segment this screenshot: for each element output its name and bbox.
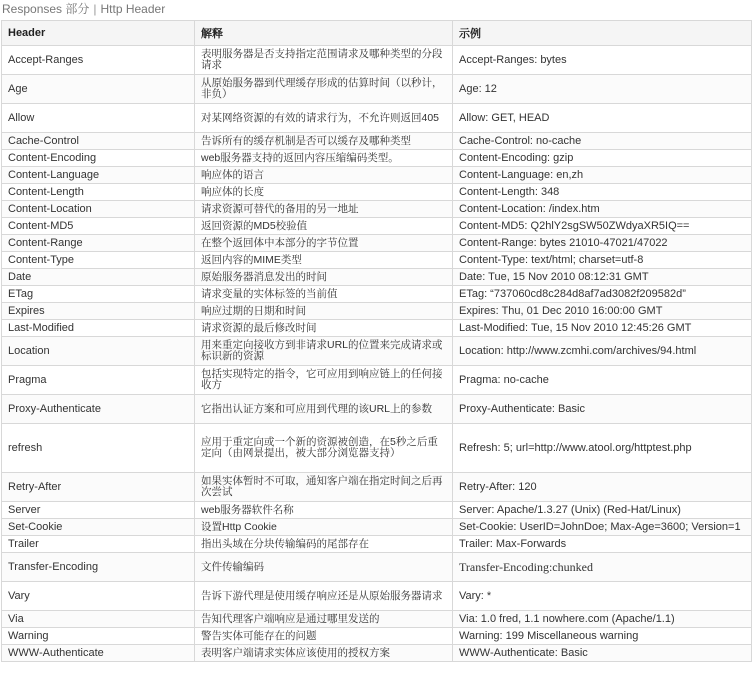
header-name-cell: WWW-Authenticate: [2, 645, 195, 662]
example-cell: Expires: Thu, 01 Dec 2010 16:00:00 GMT: [453, 303, 752, 320]
explanation-cell: 应用于重定向或一个新的资源被创造，在5秒之后重定向（由网景提出，被大部分浏览器支持）: [195, 424, 453, 473]
example-cell: Accept-Ranges: bytes: [453, 46, 752, 75]
header-name-cell: Expires: [2, 303, 195, 320]
explanation-cell: 警告实体可能存在的问题: [195, 628, 453, 645]
example-cell: Warning: 199 Miscellaneous warning: [453, 628, 752, 645]
table-row: [2, 218, 752, 235]
table-row: [2, 366, 752, 395]
page-title: [0, 0, 752, 20]
explanation-cell: 请求资源可替代的备用的另一地址: [195, 201, 453, 218]
explanation-cell: web服务器支持的返回内容压缩编码类型。: [195, 150, 453, 167]
header-name-cell: Content-Length: [2, 184, 195, 201]
example-cell: WWW-Authenticate: Basic: [453, 645, 752, 662]
title-main: Responses 部分: [2, 2, 90, 16]
header-name-cell: Warning: [2, 628, 195, 645]
column-header-header: Header: [2, 21, 195, 46]
example-cell: Content-Encoding: gzip: [453, 150, 752, 167]
explanation-cell: 表明服务器是否支持指定范围请求及哪种类型的分段请求: [195, 46, 453, 75]
table-row: [2, 473, 752, 502]
header-name-cell: Content-Language: [2, 167, 195, 184]
table-row: [2, 320, 752, 337]
table-row: [2, 235, 752, 252]
table-row: [2, 150, 752, 167]
header-name-cell: Age: [2, 75, 195, 104]
table-row: [2, 269, 752, 286]
explanation-cell: 用来重定向接收方到非请求URL的位置来完成请求或标识新的资源: [195, 337, 453, 366]
explanation-cell: web服务器软件名称: [195, 502, 453, 519]
table-row: [2, 424, 752, 473]
table-row: [2, 46, 752, 75]
header-name-cell: Proxy-Authenticate: [2, 395, 195, 424]
table-row: [2, 502, 752, 519]
table-row: [2, 252, 752, 269]
example-cell: Via: 1.0 fred, 1.1 nowhere.com (Apache/1.1): [453, 611, 752, 628]
header-name-cell: Set-Cookie: [2, 519, 195, 536]
explanation-cell: 指出头域在分块传输编码的尾部存在: [195, 536, 453, 553]
example-cell: Pragma: no-cache: [453, 366, 752, 395]
column-header-example: 示例: [453, 21, 752, 46]
example-cell: Content-Language: en,zh: [453, 167, 752, 184]
table-row: [2, 75, 752, 104]
example-cell: Server: Apache/1.3.27 (Unix) (Red-Hat/Linux): [453, 502, 752, 519]
http-header-table: [1, 20, 752, 662]
explanation-cell: 设置Http Cookie: [195, 519, 453, 536]
table-row: [2, 303, 752, 320]
header-name-cell: Vary: [2, 582, 195, 611]
table-row: [2, 201, 752, 218]
header-name-cell: Last-Modified: [2, 320, 195, 337]
header-name-cell: Content-Type: [2, 252, 195, 269]
header-name-cell: Content-Encoding: [2, 150, 195, 167]
explanation-cell: 请求变量的实体标签的当前值: [195, 286, 453, 303]
explanation-cell: 包括实现特定的指令，它可应用到响应链上的任何接收方: [195, 366, 453, 395]
explanation-cell: 它指出认证方案和可应用到代理的该URL上的参数: [195, 395, 453, 424]
explanation-cell: 对某网络资源的有效的请求行为，不允许则返回405: [195, 104, 453, 133]
header-name-cell: Content-Location: [2, 201, 195, 218]
explanation-cell: 表明客户端请求实体应该使用的授权方案: [195, 645, 453, 662]
header-name-cell: refresh: [2, 424, 195, 473]
example-cell: Trailer: Max-Forwards: [453, 536, 752, 553]
table-row: [2, 395, 752, 424]
explanation-cell: 原始服务器消息发出的时间: [195, 269, 453, 286]
example-cell: Content-Location: /index.htm: [453, 201, 752, 218]
header-name-cell: Date: [2, 269, 195, 286]
example-cell: Vary: *: [453, 582, 752, 611]
example-cell: Last-Modified: Tue, 15 Nov 2010 12:45:26 GMT: [453, 320, 752, 337]
title-separator: |: [93, 2, 97, 16]
header-name-cell: Server: [2, 502, 195, 519]
example-cell: Location: http://www.zcmhi.com/archives/94.html: [453, 337, 752, 366]
header-name-cell: Content-Range: [2, 235, 195, 252]
example-cell: Retry-After: 120: [453, 473, 752, 502]
example-cell: Content-Range: bytes 21010-47021/47022: [453, 235, 752, 252]
column-header-explanation: 解释: [195, 21, 453, 46]
explanation-cell: 文件传输编码: [195, 553, 453, 582]
explanation-cell: 响应体的语言: [195, 167, 453, 184]
explanation-cell: 在整个返回体中本部分的字节位置: [195, 235, 453, 252]
header-name-cell: Trailer: [2, 536, 195, 553]
header-name-cell: Location: [2, 337, 195, 366]
explanation-cell: 请求资源的最后修改时间: [195, 320, 453, 337]
header-name-cell: Pragma: [2, 366, 195, 395]
header-name-cell: Content-MD5: [2, 218, 195, 235]
title-sub: Http Header: [100, 2, 166, 16]
header-name-cell: Cache-Control: [2, 133, 195, 150]
header-name-cell: Retry-After: [2, 473, 195, 502]
table-row: [2, 337, 752, 366]
example-cell: Transfer-Encoding:chunked: [453, 553, 752, 582]
explanation-cell: 响应体的长度: [195, 184, 453, 201]
explanation-cell: 响应过期的日期和时间: [195, 303, 453, 320]
example-cell: Cache-Control: no-cache: [453, 133, 752, 150]
table-row: [2, 628, 752, 645]
header-name-cell: ETag: [2, 286, 195, 303]
header-name-cell: Via: [2, 611, 195, 628]
table-row: [2, 536, 752, 553]
explanation-cell: 返回资源的MD5校验值: [195, 218, 453, 235]
table-row: [2, 582, 752, 611]
example-cell: Date: Tue, 15 Nov 2010 08:12:31 GMT: [453, 269, 752, 286]
header-name-cell: Allow: [2, 104, 195, 133]
example-cell: Content-Type: text/html; charset=utf-8: [453, 252, 752, 269]
table-row: [2, 184, 752, 201]
header-name-cell: Accept-Ranges: [2, 46, 195, 75]
table-row: [2, 519, 752, 536]
table-row: [2, 645, 752, 662]
header-name-cell: Transfer-Encoding: [2, 553, 195, 582]
explanation-cell: 告诉下游代理是使用缓存响应还是从原始服务器请求: [195, 582, 453, 611]
example-cell: Content-Length: 348: [453, 184, 752, 201]
table-row: [2, 133, 752, 150]
example-cell: Content-MD5: Q2hlY2sgSW50ZWdyaXR5IQ==: [453, 218, 752, 235]
table-header-row: [2, 21, 752, 46]
table-row: [2, 553, 752, 582]
example-cell: Set-Cookie: UserID=JohnDoe; Max-Age=3600; Version=1: [453, 519, 752, 536]
explanation-cell: 如果实体暂时不可取，通知客户端在指定时间之后再次尝试: [195, 473, 453, 502]
explanation-cell: 返回内容的MIME类型: [195, 252, 453, 269]
example-cell: Age: 12: [453, 75, 752, 104]
table-row: [2, 286, 752, 303]
example-cell: ETag: “737060cd8c284d8af7ad3082f209582d”: [453, 286, 752, 303]
table-row: [2, 611, 752, 628]
explanation-cell: 告知代理客户端响应是通过哪里发送的: [195, 611, 453, 628]
example-cell: Proxy-Authenticate: Basic: [453, 395, 752, 424]
table-row: [2, 167, 752, 184]
example-cell: Refresh: 5; url=http://www.atool.org/httptest.php: [453, 424, 752, 473]
example-cell: Allow: GET, HEAD: [453, 104, 752, 133]
explanation-cell: 告诉所有的缓存机制是否可以缓存及哪种类型: [195, 133, 453, 150]
table-row: [2, 104, 752, 133]
explanation-cell: 从原始服务器到代理缓存形成的估算时间（以秒计，非负）: [195, 75, 453, 104]
